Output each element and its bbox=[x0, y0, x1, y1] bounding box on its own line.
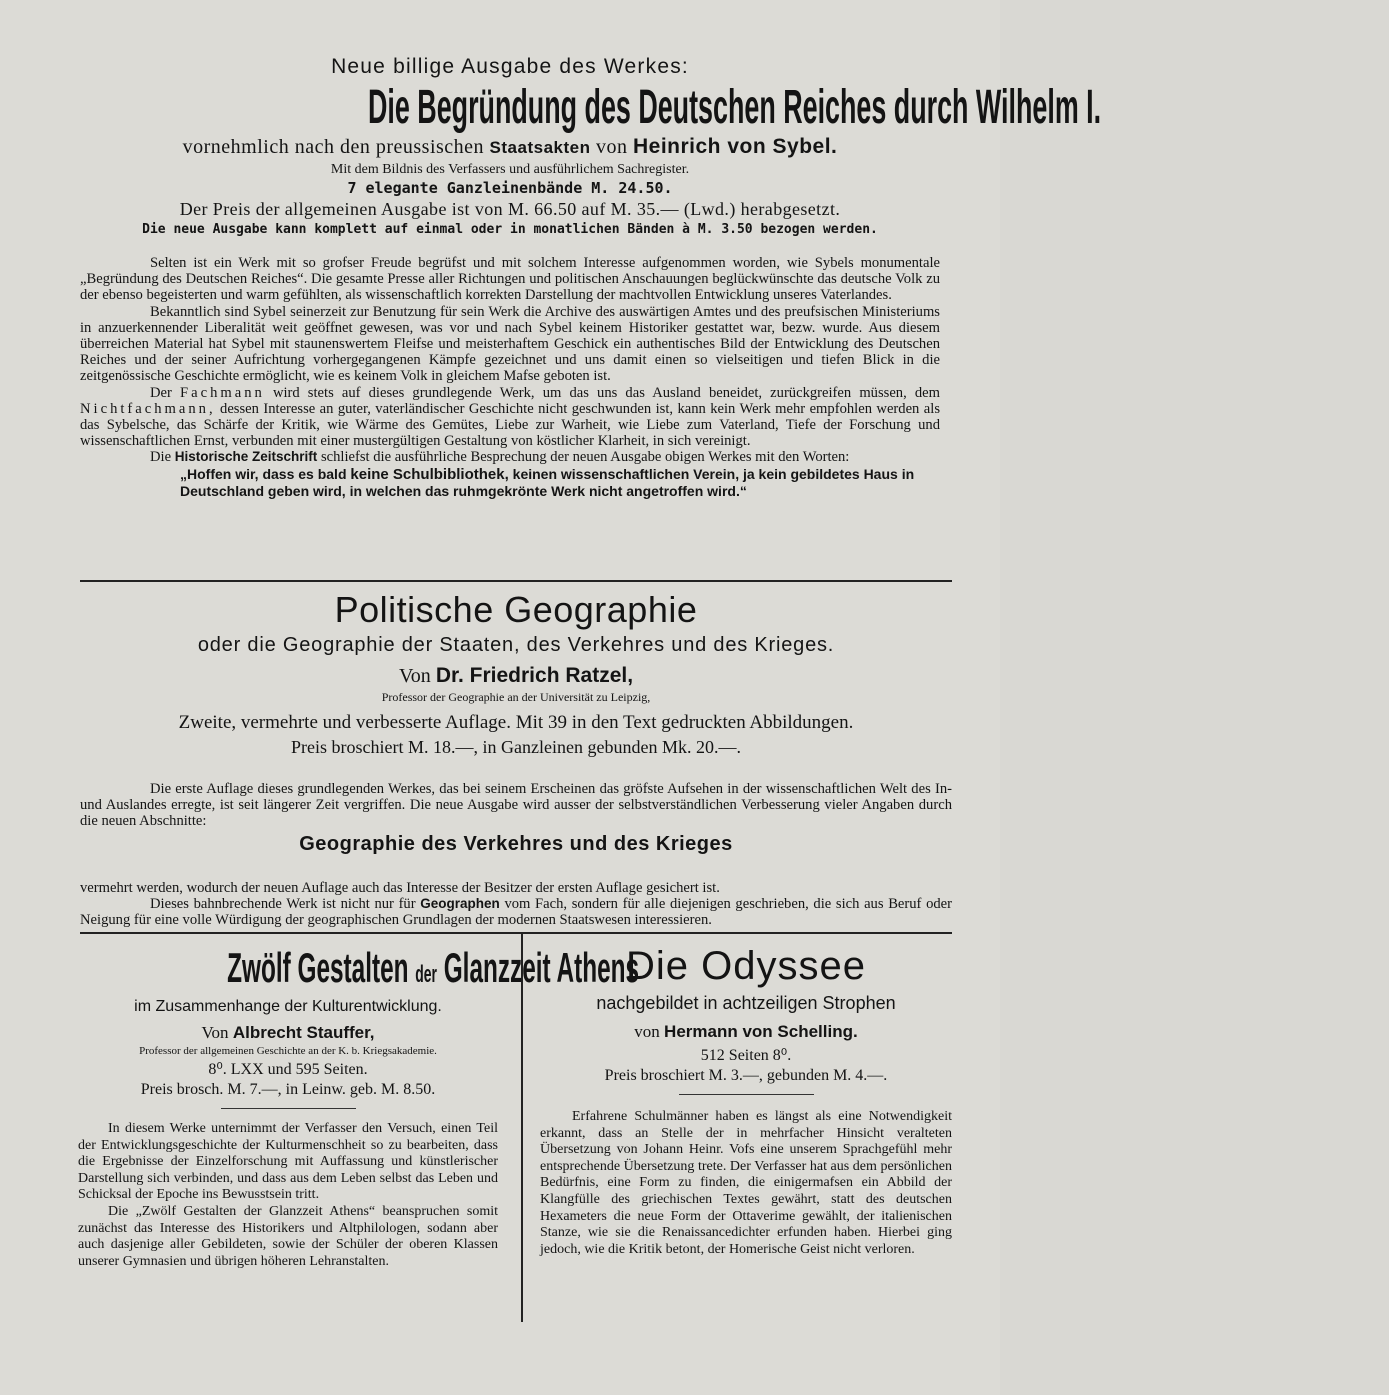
price: Preis brosch. M. 7.—, in Leinw. geb. M. 8.50. bbox=[140, 1081, 436, 1098]
title-part: Glanzzeit Athens bbox=[443, 944, 640, 991]
author-title: Professor der Geographie an der Universität zu Leipzig, bbox=[381, 690, 651, 704]
quote bbox=[180, 466, 940, 500]
author-line bbox=[80, 662, 952, 690]
paragraph: In diesem Werke unternimmt der Verfasser den Versuch, einen Teil der Entwicklungsgeschichte der Kulturmenschheit so zu bearbeiten, dass die Ergebnisse der Einzelforschung mit Auffassung und künstlerischer Darstellung sich verbinden, und dass aus dem Leben selbst das Leben und Schicksal der Epoche ins Bewusstsein tritt. bbox=[78, 1121, 498, 1203]
section-heading: Geographie des Verkehres und des Krieges bbox=[299, 832, 733, 855]
text: Dieses bahnbrechende Werk ist nicht nur für bbox=[150, 895, 416, 912]
paragraph bbox=[80, 896, 952, 928]
spaced-word: Nichtfachmann, bbox=[80, 400, 216, 417]
book-title: Politische Geographie bbox=[334, 589, 698, 630]
text: Der bbox=[150, 384, 172, 401]
emphasis: keine Schulbibliothek, bbox=[350, 465, 509, 483]
pages: 8⁰. LXX und 595 Seiten. bbox=[208, 1061, 368, 1078]
description-continued bbox=[80, 880, 952, 929]
author-title: Professor der allgemeinen Geschichte an der K. b. Kriegsakademie. bbox=[139, 1045, 437, 1057]
author-name: Hermann von Schelling. bbox=[664, 1022, 858, 1041]
edition: Zweite, vermehrte und verbesserte Auflage. Mit 39 in den Text gedruckten Abbildungen. bbox=[178, 712, 854, 733]
paragraph: vermehrt werden, wodurch der neuen Auflage auch das Interesse der Besitzer der ersten Auflage gesichert ist. bbox=[80, 879, 720, 896]
paragraph bbox=[80, 385, 940, 450]
von: von bbox=[634, 1022, 660, 1041]
text: „Hoffen wir, dass es bald bbox=[180, 465, 347, 482]
author-name: Albrecht Stauffer, bbox=[232, 1023, 375, 1042]
text: vom Fach, sondern für alle diejenigen geschrieben, die sich aus Beruf oder Neigung für eine volle Würdigung der geographischen Grundlagen der modernen Staatswesen interessieren. bbox=[80, 895, 953, 929]
price: Preis broschiert M. 3.—, gebunden M. 4.—. bbox=[604, 1067, 888, 1084]
von: Von bbox=[201, 1023, 229, 1042]
pre-title: Neue billige Ausgabe des Werkes: bbox=[331, 55, 689, 78]
subtitle: nachgebildet in achtzeiligen Strophen bbox=[596, 993, 896, 1013]
text: keinen wissenschaftlichen Verein, ja kein gebildetes Haus in Deutschland geben wird, in welchen das ruhmgekrönte Werk nicht angetroffen wird.“ bbox=[180, 465, 915, 499]
description bbox=[78, 1121, 498, 1270]
price: Preis broschiert M. 18.—, in Ganzleinen gebunden Mk. 20.—. bbox=[291, 737, 741, 757]
text: wird stets auf dieses grundlegende Werk, um das uns das Ausland beneidet, zurückgreifen müssen, dem bbox=[272, 384, 940, 401]
title-part: Zwölf Gestalten bbox=[227, 944, 409, 991]
divider bbox=[80, 932, 952, 934]
author-name: Heinrich von Sybel. bbox=[632, 135, 838, 158]
paragraph: Selten ist ein Werk mit so grofser Freude begrüfst und mit solchem Interesse aufgenommen worden, wie Sybels monumentale „Begründung des Deutschen Reiches“. Die gesamte Presse aller Richtungen und politischen Anschauungen beglückwünschte das deutsche Volk zu der ebenso begeisterten und warm gefühlten, als wissenschaftlich korrekten Darstellung der machtvollen Entwicklung unseres Vaterlandes. bbox=[80, 255, 940, 304]
price-line: Der Preis der allgemeinen Ausgabe ist von M. 66.50 auf M. 35.— (Lwd.) herabgesetzt. bbox=[179, 199, 841, 219]
text: dessen Interesse an guter, vaterländischer Geschichte nicht geschwunden ist, kann kein Werk mehr empfohlen werden als das Sybelsche, das Schärfe der Kritik, wie Wärme des Gemütes, Liebe zur Warheit, wie Liebe zum Vaterland, Tiefe der Forschung und wissenschaftlichen Ernst, verbunden mit einer mustergültigen Gestaltung von köstlicher Klarheit, in sich vereinigt. bbox=[80, 400, 940, 450]
subtitle-bold: Staatsakten bbox=[489, 138, 591, 157]
volumes: 7 elegante Ganzleinenbände M. 24.50. bbox=[347, 179, 673, 197]
paragraph: Erfahrene Schulmänner haben es längst als eine Notwendigkeit erkannt, dass an Stelle der in mehrfacher Hinsicht veralteten Übersetzung von Johann Heinr. Vofs eine unserem Sprachgefühl mehr entsprechende Übersetzung trete. Der Verfasser hat aus dem persönlichen Bedürfnis, eine Form zu finden, die einigermafsen ein Abbild der Klangfülle des griechischen Textes gewährt, statt des deutschen Hexameters die neue Form der Ottaverime gewählt, der italienischen Stanze, wie sie die Renaissancedichter erfunden haben. Hierbei ging jedoch, wie die Kritik betont, der Homerische Geist nicht verloren. bbox=[540, 1109, 952, 1257]
paragraph: Die erste Auflage dieses grundlegenden Werkes, das bei seinem Erscheinen das gröfste Aufsehen in der wissenschaftlichen Welt des In- und Auslandes erregte, ist seit längerer Zeit vergriffen. Die neue Ausgabe wird ausser der selbstverständlichen Verbesserung vieler Angaben durch die neuen Abschnitte: bbox=[80, 781, 952, 830]
journal-name: Historische Zeitschrift bbox=[174, 449, 318, 465]
stauffer-advertisement bbox=[78, 942, 640, 1270]
odyssee-advertisement bbox=[540, 942, 952, 1258]
subtitle bbox=[80, 134, 940, 161]
ratzel-advertisement bbox=[80, 588, 952, 928]
emphasis: Geographen bbox=[420, 895, 500, 911]
book-title: Die Odyssee bbox=[626, 944, 866, 988]
paragraph: Die „Zwölf Gestalten der Glanzzeit Athens“ beanspruchen somit zunächst das Interesse des Historikers und Altphilologen, sodann aber auch dasjenige aller Gebildeten, sowie der Schüler der oberen Klassen unserer Gymnasien und übrigen höheren Lehranstalten. bbox=[78, 1203, 498, 1269]
note: Mit dem Bildnis des Verfassers und ausführlichem Sachregister. bbox=[330, 162, 690, 177]
paragraph: Bekanntlich sind Sybel seinerzeit zur Benutzung für sein Werk die Archive des auswärtigen Amtes und des preufsischen Ministeriums in anzuerkennender Liberalität weit geöffnet gewesen, was vor und nach Sybel keinem Historiker gestattet war, bezw. wurde. Aus diesem überreichen Material hat Sybel mit staunenswertem Fleifse und meisterhaftem Geschick ein authentisches Bild der Entwicklung des Deutschen Reiches und der seiner Aufrichtung vorhergegangenen Kämpfe gezeichnet und uns damit einen so vielseitigen und tiefen Blick in die zeitgenössische Geschichte ermöglicht, wie es keinem Volk in gleichem Mafse geboten ist. bbox=[80, 303, 940, 385]
author-line bbox=[78, 1022, 498, 1044]
short-divider bbox=[679, 1094, 814, 1095]
pages: 512 Seiten 8⁰. bbox=[700, 1047, 792, 1064]
author-name: Dr. Friedrich Ratzel, bbox=[435, 664, 634, 687]
paragraph bbox=[80, 449, 940, 465]
spaced-word: Fachmann bbox=[180, 384, 265, 401]
availability: Die neue Ausgabe kann komplett auf einmal oder in monatlichen Bänden à M. 3.50 bezogen werden. bbox=[142, 222, 878, 237]
description bbox=[80, 781, 952, 830]
von: Von bbox=[398, 665, 431, 687]
subtitle: oder die Geographie der Staaten, des Verkehres und des Krieges. bbox=[197, 634, 835, 656]
description bbox=[80, 255, 940, 466]
text: Die bbox=[150, 449, 172, 466]
divider bbox=[80, 580, 952, 582]
short-divider bbox=[221, 1108, 356, 1109]
subtitle: im Zusammenhange der Kulturentwicklung. bbox=[134, 998, 442, 1015]
sybel-advertisement bbox=[80, 52, 1102, 500]
text: schliefst die ausführliche Besprechung der neuen Ausgabe obigen Werkes mit den Worten: bbox=[320, 449, 850, 466]
book-title: Die Begründung des Deutschen Reiches durch Wilhelm I. bbox=[368, 81, 1102, 134]
description bbox=[540, 1109, 952, 1258]
author-line bbox=[540, 1020, 952, 1044]
subtitle-prefix: vornehmlich nach den preussischen bbox=[182, 136, 485, 158]
subtitle-von: von bbox=[595, 136, 628, 158]
title-part: der bbox=[415, 961, 437, 988]
